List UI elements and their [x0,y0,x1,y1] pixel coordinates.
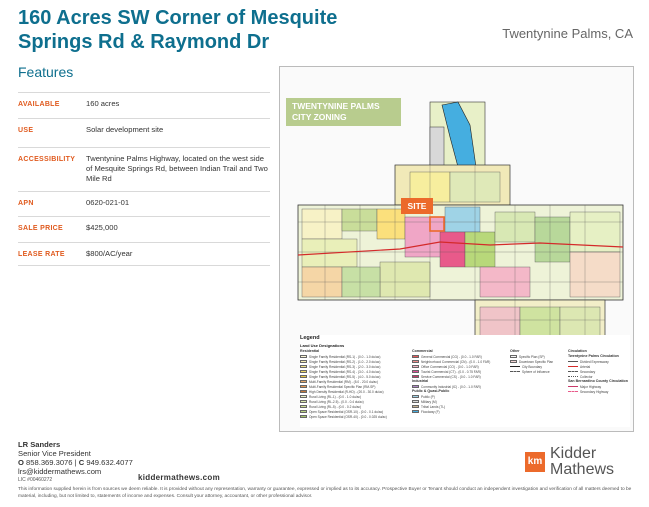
site-marker-label: SITE [401,198,433,214]
legend-subheading: Twentynine Palms Circulation [568,354,619,358]
legend-item: Downtown Specific Plan [510,359,566,364]
features-heading: Features [18,64,74,80]
legend-item: Multi-Family Residential (RM) - (5.0 - 20.0 du/ac) [300,379,410,384]
cell-phone[interactable]: 949.632.4077 [86,458,133,467]
feature-label: LEASE RATE [18,251,65,258]
legend-column-circulation [568,349,630,394]
logo-wordmark: Kidder Mathews [550,445,615,478]
legend-heading: Public & Quasi-Public [412,389,450,393]
office-phone[interactable]: 858.369.3076 [26,458,73,467]
legend-heading: Circulation [568,349,587,353]
feature-label: AVAILABLE [18,101,60,108]
map-legend [300,335,630,427]
feature-row-available [18,92,270,118]
legend-item: Specific Plan (SP) [510,354,566,359]
legend-title: Legend [300,335,320,341]
office-phone-label: O [18,458,24,467]
feature-value: $425,000 [86,223,118,232]
zoning-map [279,66,634,432]
feature-label: SALE PRICE [18,225,64,232]
website-link[interactable]: kiddermathews.com [138,473,221,482]
legend-item: Single Family Residential (RS-3) - (2.0 - 3.0 du/ac) [300,364,410,369]
legend-item: High Density Residential (R-HD) - (20.0 - 30.0 du/ac) [300,389,410,394]
legend-heading: Residential [300,349,320,353]
legend-item: City Boundary [510,364,566,369]
legend-item: Arterial [568,364,630,369]
legend-heading: Commercial [412,349,433,353]
agent-contact [18,440,133,476]
legend-column-other [510,349,566,374]
feature-label: ACCESSIBILITY [18,156,76,163]
feature-value: 0620-021-01 [86,198,130,207]
legend-heading: Industrial [412,379,429,383]
kidder-mathews-logo [525,446,637,480]
feature-row-lease-rate [18,242,270,266]
legend-item: Military (M) [412,399,508,404]
page-title: 160 Acres SW Corner of Mesquite Springs Rd & Raymond Dr [18,7,338,53]
logo-mark-icon: km [525,452,545,472]
feature-label: USE [18,127,34,134]
legend-column-residential [300,349,410,419]
legend-item: Rural Living (RL-5) - (0.0 - 0.2 du/ac) [300,404,410,409]
license-number: LIC #00460272 [18,477,53,483]
cell-phone-label: C [78,458,85,467]
legend-item: Tourist Commercial (CT) - (0.0 - 0.75 FAR) [412,369,508,374]
disclaimer: This information supplied herein is from sources we deem reliable. It is provided without any representation, warranty or guarantee, expressed or implied as to its accuracy. Prospective Buyer or Tenant should conduct an independent investigation and verification of all matters deemed to be material, including, but not limited to, statements of income and expenses. Consult your attorney, accountant, or other professional advisor. [18,487,632,499]
feature-row-use [18,118,270,147]
legend-item: Divided Expressway [568,359,630,364]
feature-value: 160 acres [86,99,120,108]
legend-subtitle: Land Use Designations [300,343,345,348]
legend-item: Single Family Residential (RS-5) - (4.0 - 5.0 du/ac) [300,374,410,379]
legend-item: Secondary Highway [568,389,630,394]
legend-item: Office Commercial (CO) - (0.0 - 1.0 FAR) [412,364,508,369]
agent-title: Senior Vice President [18,449,91,458]
legend-heading: San Bernardino County Circulation [568,379,628,383]
feature-value: Solar development site [86,125,164,134]
legend-item: Public (P) [412,394,508,399]
legend-item: Collector [568,374,630,379]
location-label: Twentynine Palms, CA [502,26,633,41]
legend-item: Open Space Residential (OSR-40) - (0.0 - 0.025 du/ac) [300,414,410,419]
legend-item: Open Space Residential (OSR-10) - (0.0 - 0.1 du/ac) [300,409,410,414]
legend-item: Neighborhood Commercial (CN) - (0.0 - 1.0 FAR) [412,359,508,364]
legend-item: Single Family Residential (RS-1) - (0.0 - 1.0 du/ac) [300,354,410,359]
legend-item: Major Highway [568,384,630,389]
legend-item: Community Industrial (IC) - (0.0 - 1.0 FAR) [412,384,508,389]
legend-column-commercial [412,349,508,414]
feature-row-apn [18,191,270,216]
agent-email[interactable]: lrs@kiddermathews.com [18,467,102,476]
feature-value: Twentynine Palms Highway, located on the west side of Mesquite Springs Rd, between Indian Trail and Two Mile Rd [86,154,268,183]
legend-item: Single Family Residential (RS-4) - (3.0 - 4.0 du/ac) [300,369,410,374]
legend-item: General Commercial (CG) - (0.0 - 1.0 FAR) [412,354,508,359]
feature-row-accessibility [18,147,270,191]
feature-row-sale-price [18,216,270,242]
zoning-map-title: TWENTYNINE PALMS CITY ZONING [286,98,401,126]
legend-item: Rural Living (RL-1) - (0.0 - 1.0 du/ac) [300,394,410,399]
agent-name: LR Sanders [18,440,61,449]
legend-item: Single Family Residential (RS-2) - (1.0 - 2.0 du/ac) [300,359,410,364]
legend-item: Floodway (F) [412,409,508,414]
features-table [18,92,270,266]
legend-heading: Other [510,349,520,353]
legend-item: Secondary [568,369,630,374]
legend-item: Tribal Lands (TL) [412,404,508,409]
feature-label: APN [18,200,34,207]
legend-item: Rural Living (RL-2.5) - (0.0 - 0.4 du/ac) [300,399,410,404]
feature-value: $800/AC/year [86,249,133,258]
legend-item: Sphere of Influence [510,369,566,374]
legend-item: Multi-Family Residential Specific Plan (RM-SP) [300,384,410,389]
legend-item: Service Commercial (CS) - (0.0 - 1.0 FAR) [412,374,508,379]
agent-phones: O 858.369.3076 | C 949.632.4077 [18,458,133,467]
